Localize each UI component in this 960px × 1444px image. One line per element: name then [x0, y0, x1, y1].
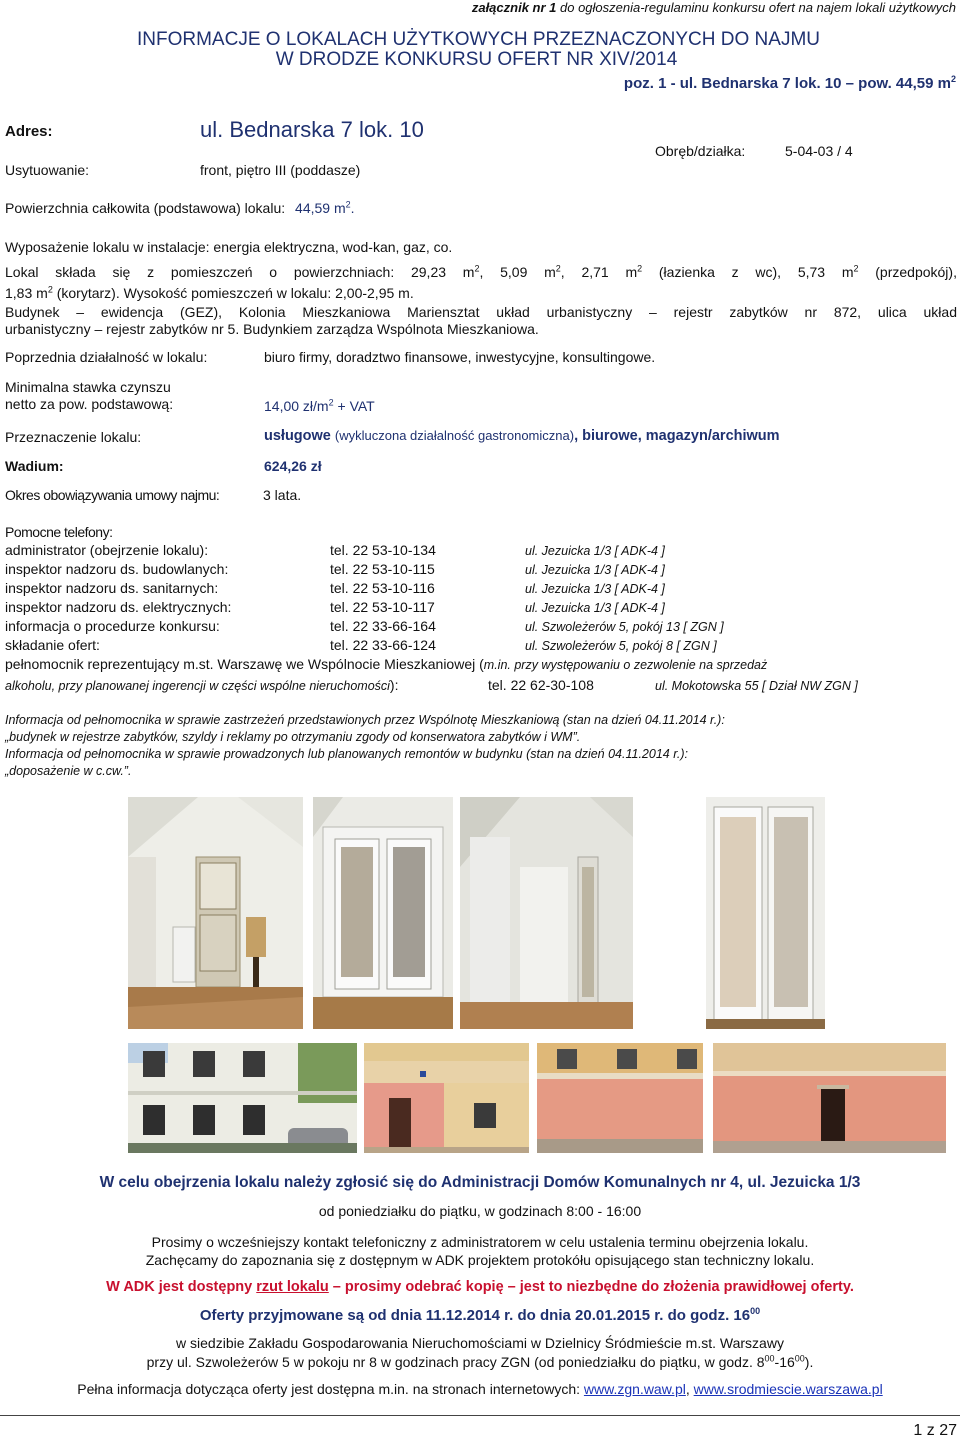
contact-phone: tel. 22 53-10-117 [330, 599, 435, 615]
contact-address: ul. Szwoleżerów 5, pokój 13 [ ZGN ] [525, 620, 724, 634]
term-value: 3 lata. [263, 487, 302, 503]
contact-phone: tel. 22 53-10-116 [330, 580, 435, 596]
protocol-info: Zachęcamy do zapoznania się z dostępnym w ADK projektem protokółu opisującego stan techniczny lokalu. [145, 1252, 815, 1268]
equipment-text: Wyposażenie lokalu w instalacje: energia elektryczna, wod-kan, gaz, co. [5, 239, 453, 255]
page-title: INFORMACJE O LOKALACH UŻYTKOWYCH PRZEZNACZONYCH DO NAJMU W DRODZE KONKURSU OFERT NR XIV/2014 [137, 29, 820, 70]
photo-building-facade [128, 1043, 357, 1153]
area-value: 44,59 $m^2$. [295, 199, 355, 216]
offers-deadline: Oferty przyjmowane są od dnia 11.12.2014 r. do dnia 20.01.2015 r. do godz. $16^{00}$ [199, 1306, 761, 1324]
contact-role: składanie ofert: [5, 637, 100, 653]
contact-role: inspektor nadzoru ds. sanitarnych: [5, 580, 219, 596]
proxy-phone: tel. 22 62-30-108 [488, 677, 594, 693]
full-info-line: Pełna informacja dotycząca oferty jest dostępna m.in. na stronach internetowych: www.zgn.waw.pl, www.srodmiescie.warszawa.pl [77, 1381, 883, 1397]
proxy-line-2: alkoholu, przy planowanej ingerencji w części wspólne nieruchomości): [5, 677, 399, 693]
location-label: Usytuowanie: [5, 162, 90, 178]
building-line-1: Budynek – ewidencja (GEZ), Kolonia Mieszkaniowa Mariensztat układ urbanistyczny – rejestr zabytków nr 872, ulica układ [5, 304, 957, 320]
term-label: Okres obowiązywania umowy najmu: [5, 487, 220, 503]
notes-block: Informacja od pełnomocnika w sprawie zastrzeżeń przedstawionych przez Wspólnotę Mieszkaniową (stan na dzień 04.11.2014 r.): „budynek w rejestrze zabytków, szyldy i reklamy po otrzymaniu zgody od konserwatora zabytków i WM”. Informacja od pełnomocnika w sprawie prowadzonych lub planowanych remontów w budynku (stan na dzień 04.11.2014 r.): „doposażenie w c.cw.”. [5, 713, 725, 778]
contact-role: inspektor nadzoru ds. budowlanych: [5, 561, 229, 577]
contact-address: ul. Jezuicka 1/3 [ ADK-4 ] [525, 601, 665, 615]
proxy-address: ul. Mokotowska 55 [ Dział NW ZGN ] [655, 679, 858, 693]
photo-open-door [706, 797, 825, 1029]
contact-role: administrator (obejrzenie lokalu): [5, 542, 209, 558]
photo-double-doors [313, 797, 453, 1029]
contacts-heading: Pomocne telefony: [5, 524, 113, 540]
contact-phone: tel. 22 33-66-164 [330, 618, 436, 634]
deposit-value: 624,26 zł [264, 458, 322, 474]
plot-label: Obręb/działka: [655, 143, 746, 159]
contact-role: informacja o procedurze konkursu: [5, 618, 220, 634]
contact-address: ul. Jezuicka 1/3 [ ADK-4 ] [525, 582, 665, 596]
footer-divider [0, 1415, 960, 1416]
page-number: 1 z 27 [913, 1422, 957, 1439]
contact-phone: tel. 22 33-66-124 [330, 637, 436, 653]
deposit-label: Wadium: [5, 458, 64, 474]
contact-request: Prosimy o wcześniejszy kontakt telefoniczny z administratorem w celu ustalenia terminu obejrzenia lokalu. [151, 1234, 809, 1250]
rooms-line-2: 1,83 $m^2$ (korytarz). Wysokość pomieszczeń w lokalu: 2,00-2,95 m. [5, 284, 414, 301]
attachment-note: załącznik nr 1 do ogłoszenia-regulaminu konkursu ofert na najem lokali użytkowych [471, 0, 956, 15]
floorplan-notice: W ADK jest dostępny rzut lokalu – prosimy odebrać kopię – jest to niezbędne do złożenia prawidłowej oferty. [106, 1279, 854, 1295]
location-value: front, piętro III (poddasze) [200, 162, 361, 178]
contact-address: ul. Jezuicka 1/3 [ ADK-4 ] [525, 544, 665, 558]
seat-line-1: w siedzibie Zakładu Gospodarowania Nieruchomościami w Dzielnicy Śródmieście m.st. Warszawy [176, 1335, 784, 1351]
visit-hours: od poniedziałku do piątku, w godzinach 8:00 - 16:00 [318, 1203, 642, 1219]
address-label: Adres: [5, 123, 53, 140]
rate-value: 14,00 $zł/m^2$ + VAT [264, 397, 375, 414]
proxy-line-1: pełnomocnik reprezentujący m.st. Warszawę we Wspólnocie Mieszkaniowej (m.in. przy występowaniu o zezwolenie na sprzedaż [5, 656, 768, 672]
plot-value: 5-04-03 / 4 [785, 143, 853, 159]
rooms-line-1: Lokal składa się z pomieszczeń o powierzchniach: 29,23 $m^2$, 5,09 $m^2$, 2,71 $m^2$ (łazienka z wc), 5,73 $m^2$ (przedpokój), [5, 263, 957, 280]
zgn-link[interactable]: www.zgn.waw.pl [583, 1381, 686, 1397]
photo-entrance-wide [537, 1043, 703, 1153]
contact-address: ul. Szwoleżerów 5, pokój 8 [ ZGN ] [525, 639, 717, 653]
building-line-2: urbanistyczny – rejestr zabytków nr 5. Budynkiem zarządza Wspólnota Mieszkaniowa. [5, 321, 539, 337]
photo-street-facade [364, 1043, 529, 1153]
contact-phone: tel. 22 53-10-134 [330, 542, 436, 558]
photo-entrance-door [713, 1043, 946, 1153]
prev-activity-value: biuro firmy, doradztwo finansowe, inwestycyjne, konsultingowe. [264, 349, 656, 365]
floorplan-link[interactable]: rzut lokalu [256, 1279, 329, 1295]
photo-attic-room [128, 797, 303, 1029]
purpose-value: usługowe (wykluczona działalność gastronomiczna), biurowe, magazyn/archiwum [264, 428, 780, 444]
address-value: ul. Bednarska 7 lok. 10 [200, 117, 424, 142]
photo-corridor [460, 797, 633, 1029]
rate-label: Minimalna stawka czynszu netto za pow. podstawową: [5, 379, 174, 412]
seat-line-2: przy ul. Szwoleżerów 5 w pokoju nr 8 w godzinach pracy ZGN (od poniedziałku do piątku, w godz. $8^{00}-16^{00}$). [146, 1353, 814, 1370]
contact-phone: tel. 22 53-10-115 [330, 561, 435, 577]
contact-role: inspektor nadzoru ds. elektrycznych: [5, 599, 232, 615]
purpose-label: Przeznaczenie lokalu: [5, 429, 142, 445]
srodmiescie-link[interactable]: www.srodmiescie.warszawa.pl [693, 1381, 883, 1397]
prev-activity-label: Poprzednia działalność w lokalu: [5, 349, 208, 365]
visit-title: W celu obejrzenia lokalu należy zgłosić się do Administracji Domów Komunalnych nr 4, ul. Jezuicka 1/3 [99, 1174, 861, 1191]
contact-address: ul. Jezuicka 1/3 [ ADK-4 ] [525, 563, 665, 577]
area-row: Powierzchnia całkowita (podstawowa) lokalu: 44,59 $m^2$. [5, 199, 355, 216]
position-line: poz. 1 - ul. Bednarska 7 lok. 10 – pow. 44,59 $m^2$ [623, 74, 956, 92]
